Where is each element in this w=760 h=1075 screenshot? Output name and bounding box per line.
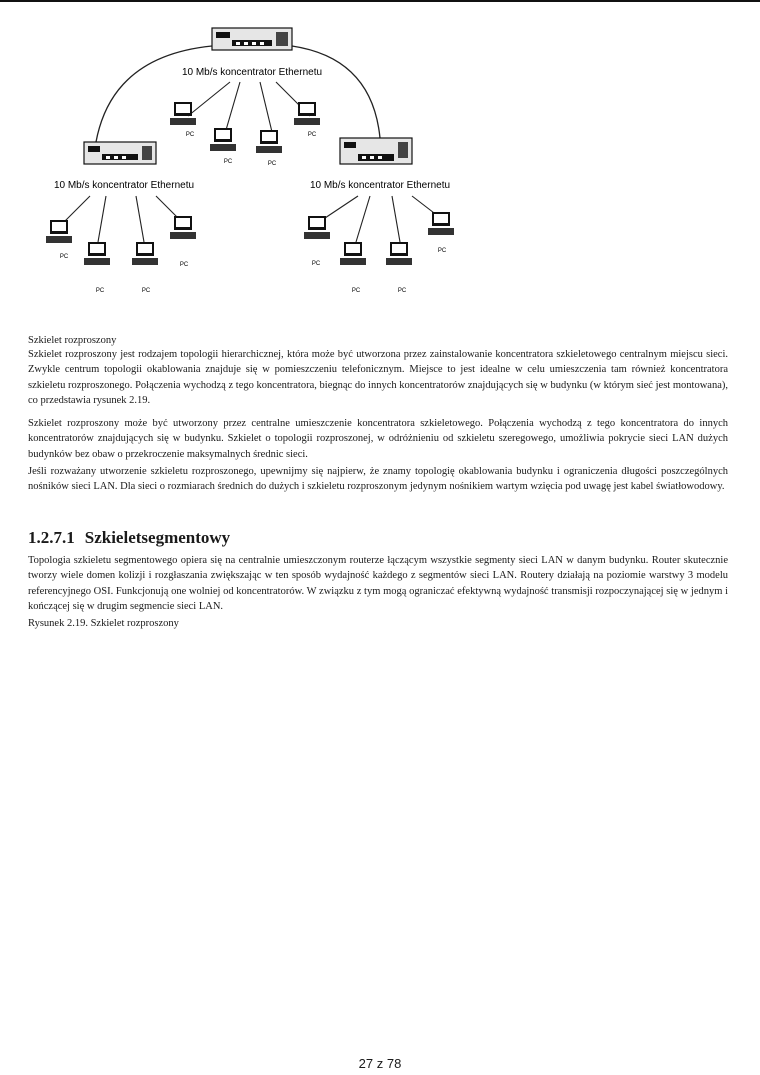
section-title: Szkieletsegmentowy	[84, 528, 231, 547]
pc-label: PC	[351, 288, 361, 294]
pc-label: PC	[185, 132, 195, 138]
pc-icon	[170, 216, 196, 239]
hub-label-top: 10 Mb/s koncentrator Ethernetu	[181, 67, 323, 78]
pc-icon	[170, 102, 196, 125]
paragraph-central-hub: Szkielet rozproszony może być utworzony przez centralne umieszczenie koncentratora szkieletowego. Połączenia wychodzą z tego koncentratora do innych koncentratorów znajdujących się w budynku. Szkielet o topologii rozproszonej, w odróżnieniu od szkieletu szeregowego, umożliwia pokrycie sieci LAN dużych budynków bez obaw o przekroczenie maksymalnych średnic sieci.	[28, 418, 728, 460]
pc-icon	[294, 102, 320, 125]
pc-icon	[256, 130, 282, 153]
section-heading	[28, 527, 230, 549]
pc-icon	[84, 242, 110, 265]
pc-label: PC	[95, 288, 105, 294]
figure-caption-bottom: Rysunek 2.19. Szkielet rozproszony	[28, 618, 179, 629]
pc-icon	[210, 128, 236, 151]
pc-icon	[46, 220, 72, 243]
top-border-line	[0, 0, 760, 2]
pc-icon	[340, 242, 366, 265]
backbone-link-left	[96, 46, 212, 142]
paragraph-distributed-backbone: Szkielet rozproszony jest rodzajem topologii hierarchicznej, która może być utworzona przez zainstalowanie koncentratora szkieletowego centralnym miejscu sieci. Zwykle centrum topologii okablowania znajduje się w pomieszczeniu telefonicznym. Miejsce to jest idealne w celu umieszczenia tam również koncentratora szkieletu rozproszonego. Połączenia wychodzą z tego koncentratora, biegnąc do innych koncentratorów znajdujących się w budynku (w którym sieć jest montowana), co przedstawia rysunek 2.19.	[28, 349, 728, 407]
hub-icon	[84, 142, 156, 164]
pc-label: PC	[141, 288, 151, 294]
pc-label: PC	[267, 161, 277, 167]
figure-caption-top: Szkielet rozproszony	[28, 335, 117, 346]
pc-label: PC	[307, 132, 317, 138]
pc-label: PC	[397, 288, 407, 294]
hub-icon	[212, 28, 292, 50]
pc-label: PC	[311, 261, 321, 267]
network-diagram	[40, 20, 480, 298]
pc-label: PC	[223, 159, 233, 165]
section-number: 1.2.7.1	[28, 528, 75, 547]
paragraph-fiber-recommendation: Jeśli rozważany utworzenie szkieletu rozproszonego, upewnijmy się najpierw, że znamy topologię okablowania budynku i ograniczenia długości poszczególnych nośników sieci LAN. Dla sieci o rozmiarach średnich do dużych i szkieletu rozproszonym jedynym nośnikiem wartym wzięcia pod uwagę jest kabel światłowodowy.	[28, 466, 728, 493]
hub-label-right: 10 Mb/s koncentrator Ethernetu	[309, 180, 451, 191]
pc-icon	[386, 242, 412, 265]
page-number: 27 z 78	[358, 1056, 402, 1071]
pc-label: PC	[437, 248, 447, 254]
hub-icon	[340, 138, 412, 164]
pc-label: PC	[179, 262, 189, 268]
pc-icon	[304, 216, 330, 239]
pc-label: PC	[59, 254, 69, 260]
paragraph-segmented-backbone: Topologia szkieletu segmentowego opiera się na centralnie umieszczonym routerze łączącym wszystkie segmenty sieci LAN w danym budynku. Router skutecznie tworzy wiele domen kolizji i rozgłaszania zwiększając w ten sposób wydajność każdego z segmentów sieci LAN. Routery działają na poziomie warstwy 3 modelu referencyjnego OSI. Funkcjonują one wolniej od koncentratorów. W związku z tym mogą ograniczać efektywną wydajność transmisji rozpoczynającej się w jednym i kończącej się w drugim segmencie sieci LAN.	[28, 555, 728, 613]
pc-icon	[132, 242, 158, 265]
pc-icon	[428, 212, 454, 235]
hub-label-left: 10 Mb/s koncentrator Ethernetu	[53, 180, 195, 191]
network-diagram-svg	[40, 20, 480, 298]
